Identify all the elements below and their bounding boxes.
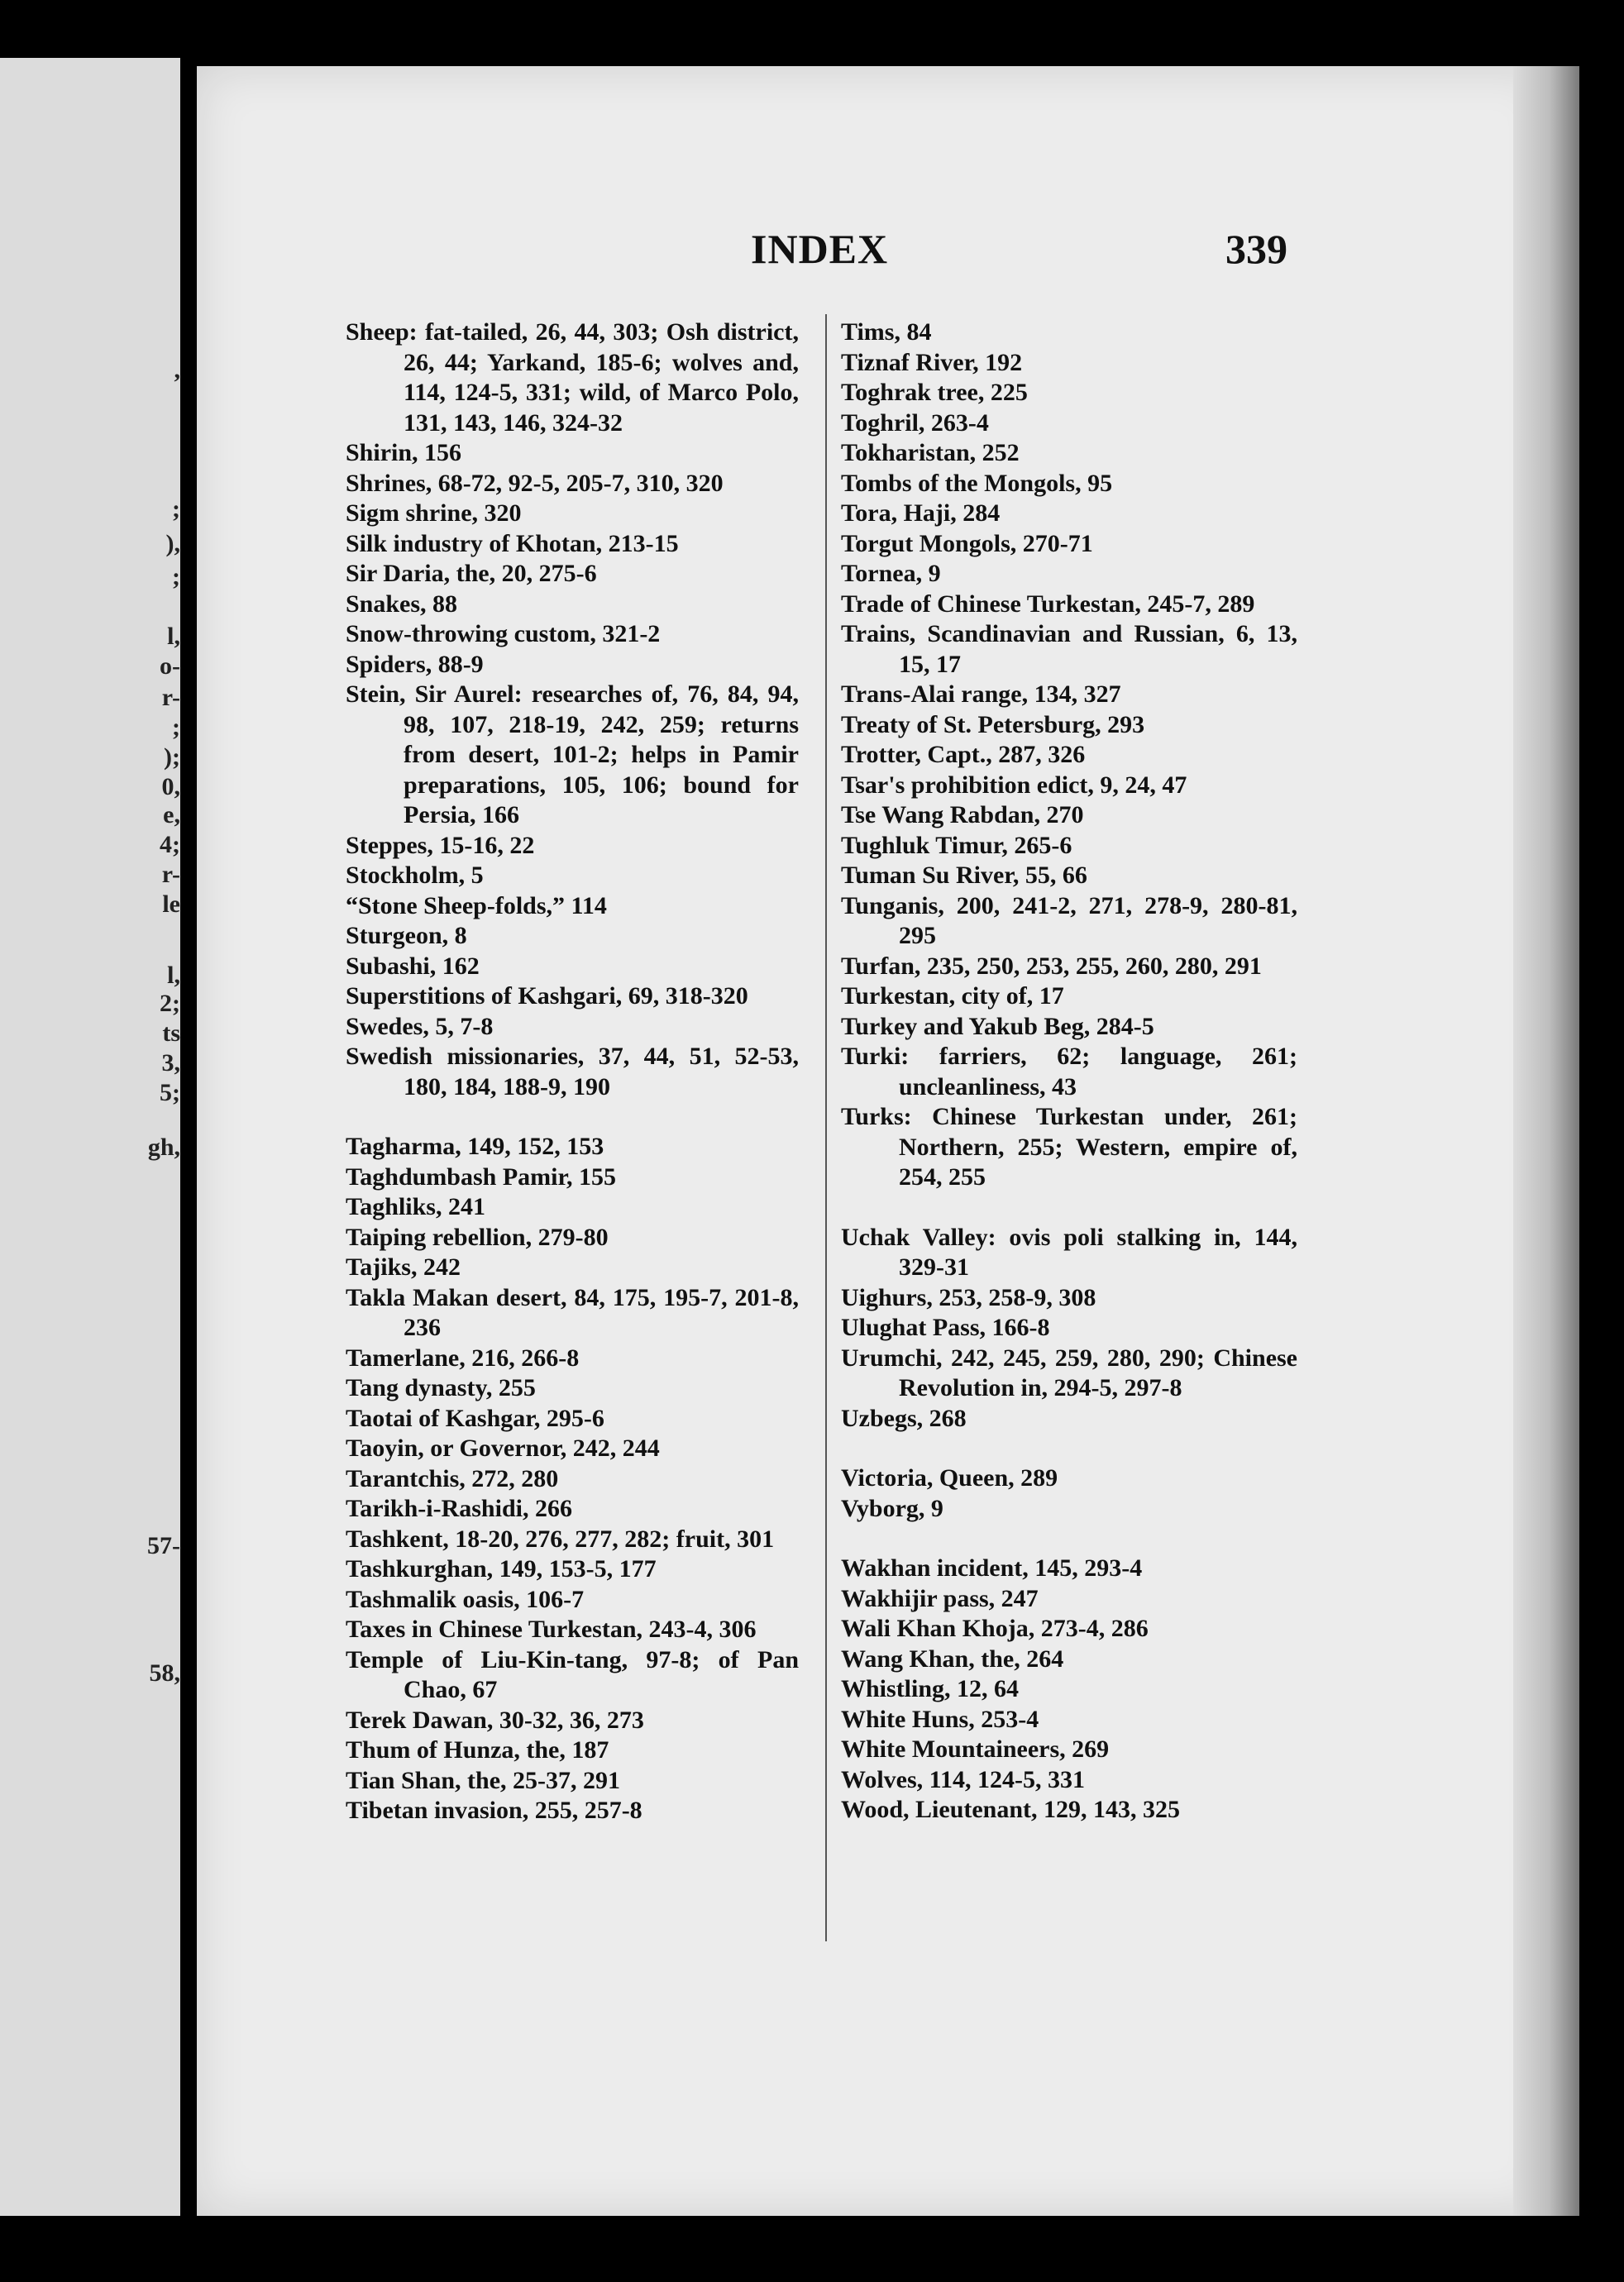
index-entry: Tashkent, 18-20, 276, 277, 282; fruit, 301 bbox=[346, 1525, 775, 1553]
facing-page-text-fragment: 0, bbox=[161, 773, 180, 800]
running-head: INDEX bbox=[751, 226, 889, 272]
index-entry: Tims, 84 bbox=[841, 318, 932, 346]
facing-page-text-fragment: r- bbox=[161, 861, 180, 888]
index-letter-gap bbox=[841, 1434, 1297, 1463]
index-entry: Silk industry of Khotan, 213-15 bbox=[346, 529, 679, 557]
index-entry: Takla Makan desert, 84, 175, 195-7, 201-8, 236 bbox=[346, 1283, 799, 1341]
index-entry: Tuman Su River, 55, 66 bbox=[841, 862, 1087, 889]
index-entry: Sturgeon, 8 bbox=[346, 922, 467, 949]
page-edge bbox=[1513, 66, 1579, 2216]
index-entry: Wood, Lieutenant, 129, 143, 325 bbox=[841, 1796, 1181, 1823]
index-entry: Tunganis, 200, 241-2, 271, 278-9, 280-81, 295 bbox=[841, 891, 1297, 949]
index-entry: Uighurs, 253, 258-9, 308 bbox=[841, 1283, 1096, 1311]
index-entry: Tsar's prohibition edict, 9, 24, 47 bbox=[841, 771, 1187, 799]
index-entry: Thum of Hunza, the, 187 bbox=[346, 1736, 609, 1764]
index-entry: Torgut Mongols, 270-71 bbox=[841, 529, 1093, 557]
index-entry: Toghril, 263-4 bbox=[841, 408, 989, 437]
index-letter-gap bbox=[841, 1524, 1297, 1554]
page-number: 339 bbox=[1225, 226, 1287, 272]
index-entry: Tian Shan, the, 25-37, 291 bbox=[346, 1766, 621, 1794]
index-entry: Tamerlane, 216, 266-8 bbox=[346, 1344, 580, 1372]
index-entry: Snakes, 88 bbox=[346, 590, 458, 618]
index-entry: Tarikh-i-Rashidi, 266 bbox=[346, 1495, 572, 1522]
index-column-left bbox=[346, 317, 799, 1826]
index-entry: Sigm shrine, 320 bbox=[346, 499, 522, 527]
index-entry: Taoyin, or Governor, 242, 244 bbox=[346, 1435, 660, 1462]
facing-page-text-fragment: le bbox=[162, 890, 180, 918]
index-entry: Tokharistan, 252 bbox=[841, 439, 1020, 466]
index-entry: Vyborg, 9 bbox=[841, 1494, 943, 1522]
facing-page-fragment bbox=[0, 58, 180, 2216]
index-entry: Tagharma, 149, 152, 153 bbox=[346, 1133, 604, 1160]
index-entry: Tiznaf River, 192 bbox=[841, 348, 1023, 376]
facing-page-text-fragment: 4; bbox=[160, 831, 180, 858]
index-entry: Turks: Chinese Turkestan under, 261; Northern, 255; Western, empire of, 254, 255 bbox=[841, 1103, 1297, 1191]
index-entry: Uzbegs, 268 bbox=[841, 1404, 967, 1432]
facing-page-text-fragment: 57- bbox=[147, 1532, 180, 1559]
index-entry: Tashkurghan, 149, 153-5, 177 bbox=[346, 1555, 657, 1583]
index-entry: Sir Daria, the, 20, 275-6 bbox=[346, 560, 597, 587]
index-entry: Toghrak tree, 225 bbox=[841, 379, 1028, 406]
index-entry: Taxes in Chinese Turkestan, 243-4, 306 bbox=[346, 1616, 757, 1643]
index-entry: Uchak Valley: ovis poli stalking in, 144, 329-31 bbox=[841, 1223, 1297, 1281]
facing-page-text-fragment: ; bbox=[172, 714, 180, 741]
index-entry: Wolves, 114, 124-5, 331 bbox=[841, 1765, 1086, 1793]
index-entry: Temple of Liu-Kin-tang, 97-8; of Pan Chao, 67 bbox=[346, 1645, 799, 1703]
index-entry: Tashmalik oasis, 106-7 bbox=[346, 1585, 585, 1613]
index-entry: Superstitions of Kashgari, 69, 318-320 bbox=[346, 982, 748, 1010]
index-entry: Whistling, 12, 64 bbox=[841, 1675, 1020, 1702]
facing-page-text-fragment: 2; bbox=[160, 990, 180, 1017]
index-entry: Shirin, 156 bbox=[346, 439, 462, 466]
facing-page-text-fragment: l, bbox=[167, 623, 180, 650]
index-entry: White Huns, 253-4 bbox=[841, 1705, 1039, 1733]
index-entry: Wakhan incident, 145, 293-4 bbox=[841, 1554, 1143, 1582]
index-entry: Taghdumbash Pamir, 155 bbox=[346, 1162, 617, 1191]
column-divider bbox=[825, 314, 827, 1941]
index-entry: Shrines, 68-72, 92-5, 205-7, 310, 320 bbox=[346, 469, 724, 497]
facing-page-text-fragment: ; bbox=[172, 563, 180, 590]
facing-page-text-fragment: gh, bbox=[147, 1134, 180, 1161]
index-entry: Trotter, Capt., 287, 326 bbox=[841, 741, 1086, 768]
index-entry: Taghliks, 241 bbox=[346, 1193, 485, 1220]
facing-page-text-fragment: ; bbox=[172, 495, 180, 523]
index-entry: Turkey and Yakub Beg, 284-5 bbox=[841, 1012, 1154, 1040]
facing-page-text-fragment: ), bbox=[165, 530, 180, 557]
index-entry: “Stone Sheep-folds,” 114 bbox=[346, 891, 607, 919]
index-entry: Tughluk Timur, 265-6 bbox=[841, 831, 1072, 859]
index-entry: Tarantchis, 272, 280 bbox=[346, 1464, 559, 1492]
index-entry: Taotai of Kashgar, 295-6 bbox=[346, 1404, 604, 1432]
index-entry: Tse Wang Rabdan, 270 bbox=[841, 801, 1084, 828]
index-entry: Trans-Alai range, 134, 327 bbox=[841, 680, 1121, 708]
index-entry: Wang Khan, the, 264 bbox=[841, 1645, 1064, 1673]
index-letter-gap bbox=[346, 1102, 799, 1132]
index-entry: Tora, Haji, 284 bbox=[841, 499, 1001, 527]
facing-page-text-fragment: 58, bbox=[149, 1659, 180, 1687]
index-entry: Tibetan invasion, 255, 257-8 bbox=[346, 1797, 642, 1824]
index-entry: Tajiks, 242 bbox=[346, 1253, 461, 1281]
facing-page-text-fragment: e, bbox=[163, 801, 180, 828]
index-entry: Terek Dawan, 30-32, 36, 273 bbox=[346, 1706, 644, 1734]
index-entry: Tornea, 9 bbox=[841, 560, 941, 587]
index-entry: Trains, Scandinavian and Russian, 6, 13, 15, 17 bbox=[841, 620, 1297, 678]
index-entry: Trade of Chinese Turkestan, 245-7, 289 bbox=[841, 590, 1255, 618]
index-entry: Turfan, 235, 250, 253, 255, 260, 280, 291 bbox=[841, 952, 1262, 980]
facing-page-text-fragment: 5; bbox=[160, 1079, 180, 1106]
facing-page-text-fragment: r- bbox=[161, 684, 180, 711]
facing-page-text-fragment: , bbox=[174, 356, 180, 384]
facing-page-text-fragment: 3, bbox=[161, 1049, 180, 1077]
index-entry: Subashi, 162 bbox=[346, 952, 480, 980]
index-entry: Victoria, Queen, 289 bbox=[841, 1464, 1058, 1492]
index-entry: Tombs of the Mongols, 95 bbox=[841, 469, 1113, 497]
index-column-right bbox=[841, 317, 1297, 1826]
facing-page-text-fragment: o- bbox=[160, 652, 180, 680]
index-entry: Turki: farriers, 62; language, 261; uncleanliness, 43 bbox=[841, 1043, 1297, 1100]
index-entry: Taiping rebellion, 279-80 bbox=[346, 1223, 609, 1251]
facing-page-text-fragment: l, bbox=[167, 962, 180, 989]
index-entry: Stockholm, 5 bbox=[346, 862, 484, 889]
facing-page-text-fragment: ); bbox=[164, 743, 180, 771]
index-entry: Wali Khan Khoja, 273-4, 286 bbox=[841, 1615, 1149, 1642]
index-entry: Wakhijir pass, 247 bbox=[841, 1584, 1039, 1612]
index-entry: Turkestan, city of, 17 bbox=[841, 982, 1064, 1010]
index-entry: Ulughat Pass, 166-8 bbox=[841, 1314, 1050, 1341]
index-entry: Sheep: fat-tailed, 26, 44, 303; Osh district, 26, 44; Yarkand, 185-6; wolves and, 114, 124-5, 331; wild, of Marco Polo, 131, 143, 146, 324-32 bbox=[346, 318, 799, 437]
index-entry: Tang dynasty, 255 bbox=[346, 1374, 536, 1401]
index-entry: Swedes, 5, 7-8 bbox=[346, 1012, 494, 1040]
book-gutter bbox=[180, 58, 197, 2216]
index-entry: Spiders, 88-9 bbox=[346, 650, 484, 678]
index-entry: Urumchi, 242, 245, 259, 280, 290; Chinese Revolution in, 294-5, 297-8 bbox=[841, 1344, 1297, 1401]
index-letter-gap bbox=[841, 1193, 1297, 1223]
index-entry: White Mountaineers, 269 bbox=[841, 1735, 1110, 1763]
facing-page-text-fragment: ts bbox=[162, 1019, 180, 1047]
index-entry: Snow-throwing custom, 321-2 bbox=[346, 620, 661, 647]
index-entry: Steppes, 15-16, 22 bbox=[346, 831, 535, 859]
index-entry: Stein, Sir Aurel: researches of, 76, 84, 94, 98, 107, 218-19, 242, 259; returns from desert, 101-2; helps in Pamir preparations, 105, 106; bound for Persia, 166 bbox=[346, 680, 799, 828]
index-entry: Treaty of St. Petersburg, 293 bbox=[841, 710, 1145, 738]
index-entry: Swedish missionaries, 37, 44, 51, 52-53, 180, 184, 188-9, 190 bbox=[346, 1043, 799, 1100]
